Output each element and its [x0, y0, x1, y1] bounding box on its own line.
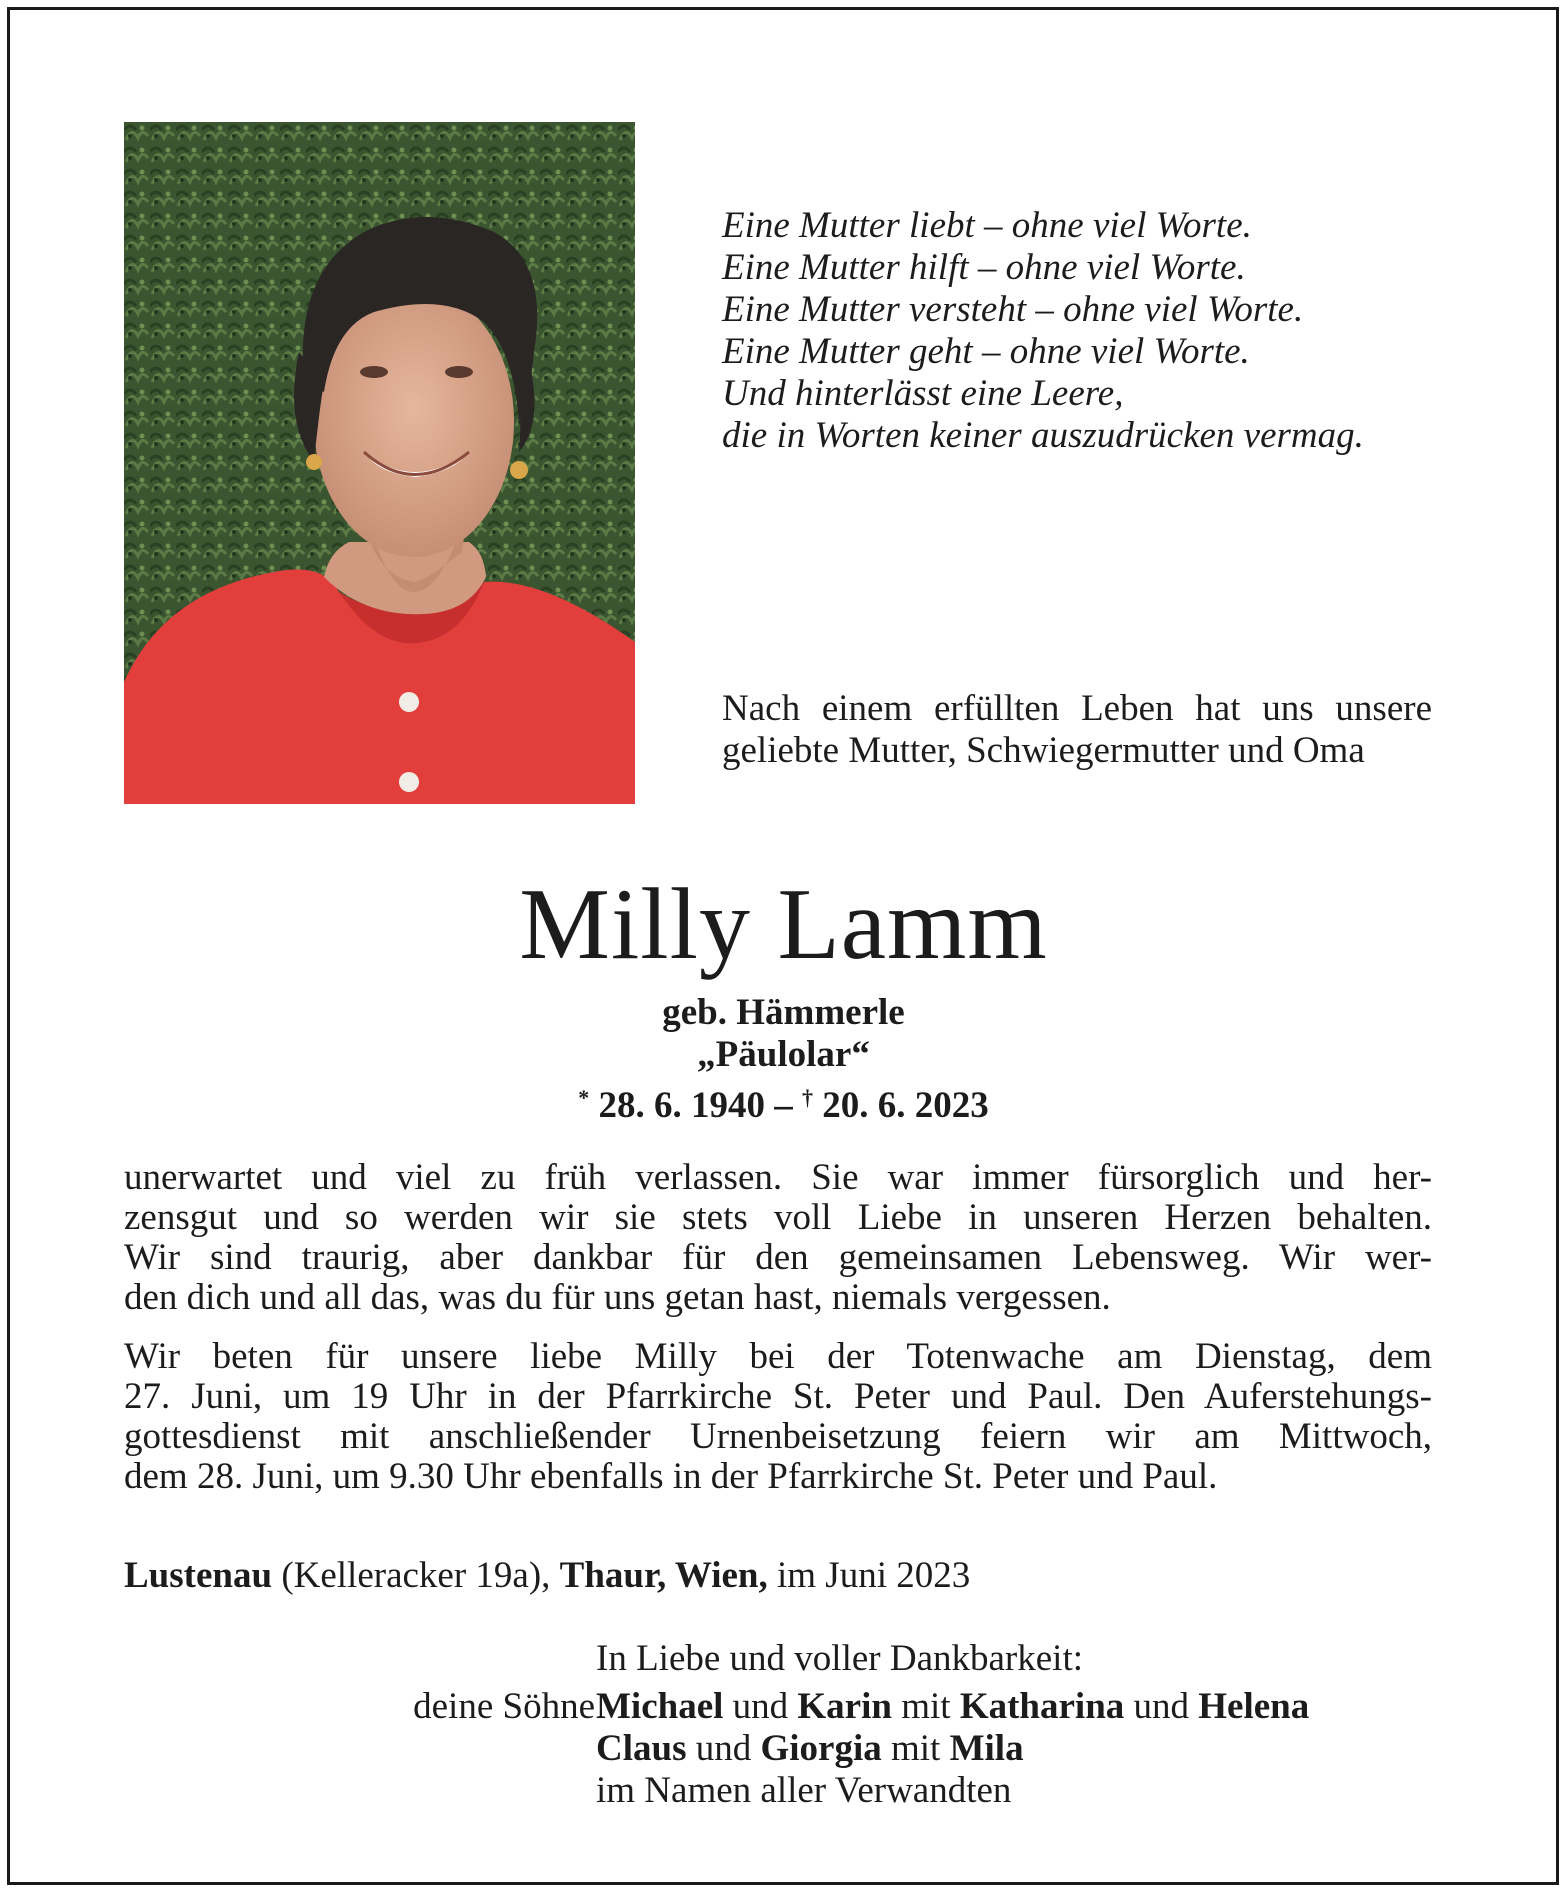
place-date: im Juni 2023: [767, 1555, 971, 1596]
signature-line-1: [596, 1686, 1309, 1728]
paragraph-farewell: [124, 1158, 1432, 1318]
intro-text: Nach einem erfüllten Leben hat uns unsere geliebte Mutter, Schwiegermutter und Oma: [722, 688, 1432, 771]
name-claus: Claus: [596, 1728, 687, 1769]
name-helena: Helena: [1198, 1686, 1310, 1727]
paragraph-line: den dich und all das, was du für uns getan hast, niemals vergessen.: [124, 1277, 1111, 1318]
date-dash: –: [774, 1085, 793, 1126]
poem-line: Eine Mutter geht – ohne viel Worte.: [722, 331, 1250, 372]
signature-line-2: [596, 1728, 1024, 1770]
paragraph-line: zensgut und so werden wir sie stets voll Liebe in unseren Herzen behalten.: [124, 1197, 1432, 1238]
poem-line: die in Worten keiner auszudrücken vermag.: [722, 415, 1364, 456]
deceased-name: Milly Lamm: [519, 868, 1048, 981]
name-karin: Karin: [797, 1686, 892, 1727]
signature-closing: im Namen aller Verwandten: [596, 1770, 1012, 1811]
place-town: Lustenau: [124, 1555, 273, 1596]
place-address: (Kelleracker 19a),: [272, 1555, 560, 1596]
paragraph-line: unerwartet und viel zu früh verlassen. Sie war immer fürsorglich und her-: [124, 1157, 1432, 1198]
life-dates: [0, 1077, 1567, 1127]
birth-date: 28. 6. 1940: [598, 1085, 765, 1126]
poem-line: Eine Mutter liebt – ohne viel Worte.: [722, 205, 1252, 246]
paragraph-line: 27. Juni, um 19 Uhr in der Pfarrkirche St. Peter und Paul. Den Auferstehungs-: [124, 1376, 1432, 1417]
death-symbol: †: [802, 1085, 813, 1110]
place-others: Thaur, Wien,: [559, 1555, 768, 1596]
name-katharina: Katharina: [959, 1686, 1125, 1727]
signature-block: [0, 1638, 1567, 1812]
portrait-illustration: [124, 122, 635, 804]
poem-line: Eine Mutter versteht – ohne viel Worte.: [722, 289, 1304, 330]
name-michael: Michael: [596, 1686, 724, 1727]
poem-line: Und hinterlässt eine Leere,: [722, 373, 1124, 414]
poem-line: Eine Mutter hilft – ohne viel Worte.: [722, 247, 1246, 288]
paragraph-service: [124, 1337, 1432, 1497]
poem: [722, 205, 1482, 457]
conjunction: und: [1124, 1686, 1199, 1727]
signature-relation: deine Söhne: [413, 1686, 595, 1727]
nickname: „Päulolar“: [697, 1034, 870, 1075]
name-giorgia: Giorgia: [760, 1728, 882, 1769]
paragraph-line: Wir sind traurig, aber dankbar für den gemeinsamen Lebensweg. Wir wer-: [124, 1237, 1432, 1278]
place-and-date: [124, 1555, 1432, 1597]
paragraph-line: Wir beten für unsere liebe Milly bei der Totenwache am Dienstag, dem: [124, 1336, 1432, 1377]
conjunction: und: [686, 1728, 761, 1769]
paragraph-line: dem 28. Juni, um 9.30 Uhr ebenfalls in der Pfarrkirche St. Peter und Paul.: [124, 1456, 1218, 1497]
name-mila: Mila: [949, 1728, 1024, 1769]
maiden-name: geb. Hämmerle: [662, 992, 905, 1033]
death-date: 20. 6. 2023: [822, 1085, 989, 1126]
birth-symbol: *: [578, 1085, 590, 1110]
signature-greeting: In Liebe und voller Dankbarkeit:: [596, 1638, 1083, 1679]
portrait-photo: [124, 122, 635, 804]
conjunction: mit: [891, 1686, 960, 1727]
conjunction: und: [723, 1686, 798, 1727]
paragraph-line: gottesdienst mit anschließender Urnenbeisetzung feiern wir am Mittwoch,: [124, 1416, 1432, 1457]
conjunction: mit: [881, 1728, 950, 1769]
